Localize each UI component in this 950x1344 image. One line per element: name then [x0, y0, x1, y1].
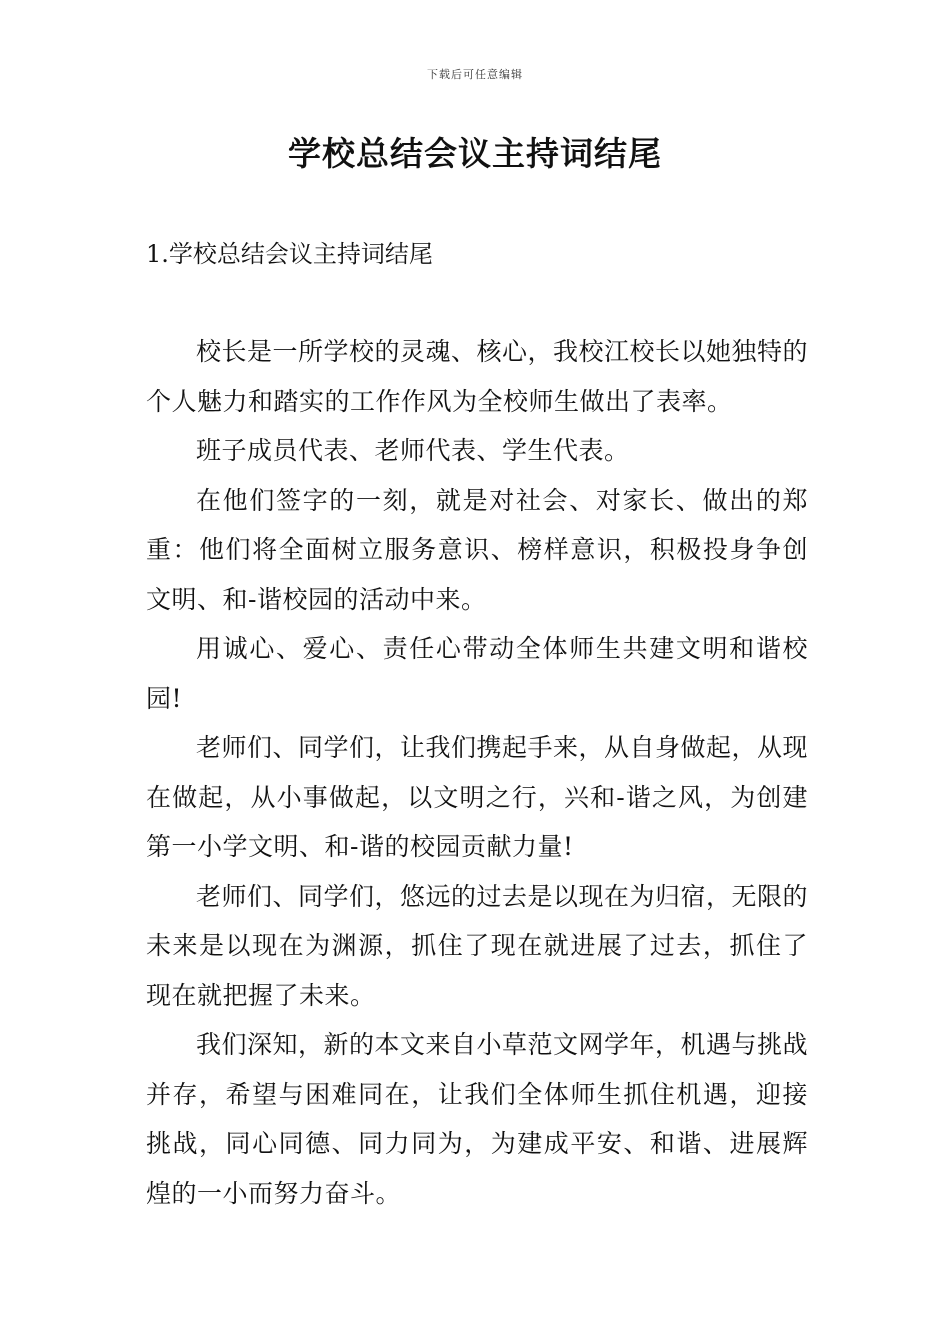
document-title: 学校总结会议主持词结尾: [288, 134, 662, 173]
header-note: 下载后可任意编辑: [427, 68, 523, 81]
paragraph: 班子成员代表、老师代表、学生代表。: [196, 436, 630, 465]
section-heading: 1.学校总结会议主持词结尾: [146, 240, 433, 268]
paragraph: 用诚心、爱心、责任心带动全体师生共建文明和谐校园!: [146, 634, 808, 713]
document-body: [146, 327, 808, 1218]
paragraph: 我们深知，新的本文来自小草范文网学年，机遇与挑战并存，希望与困难同在，让我们全体师生抓住机遇，迎接挑战，同心同德、同力同为，为建成平安、和谐、进展辉煌的一小而努力奋斗。: [146, 1030, 809, 1208]
paragraph: 在他们签字的一刻，就是对社会、对家长、做出的郑重：他们将全面树立服务意识、榜样意识，积极投身争创文明、和-谐校园的活动中来。: [146, 485, 808, 614]
paragraph: 老师们、同学们，悠远的过去是以现在为归宿，无限的未来是以现在为渊源，抓住了现在就进展了过去，抓住了现在就把握了未来。: [146, 881, 809, 1010]
paragraph: 校长是一所学校的灵魂、核心，我校江校长以她独特的个人魅力和踏实的工作作风为全校师生做出了表率。: [146, 337, 809, 416]
paragraph: 老师们、同学们，让我们携起手来，从自身做起，从现在做起，从小事做起，以文明之行，兴和-谐之风，为创建第一小学文明、和-谐的校园贡献力量!: [146, 733, 809, 861]
